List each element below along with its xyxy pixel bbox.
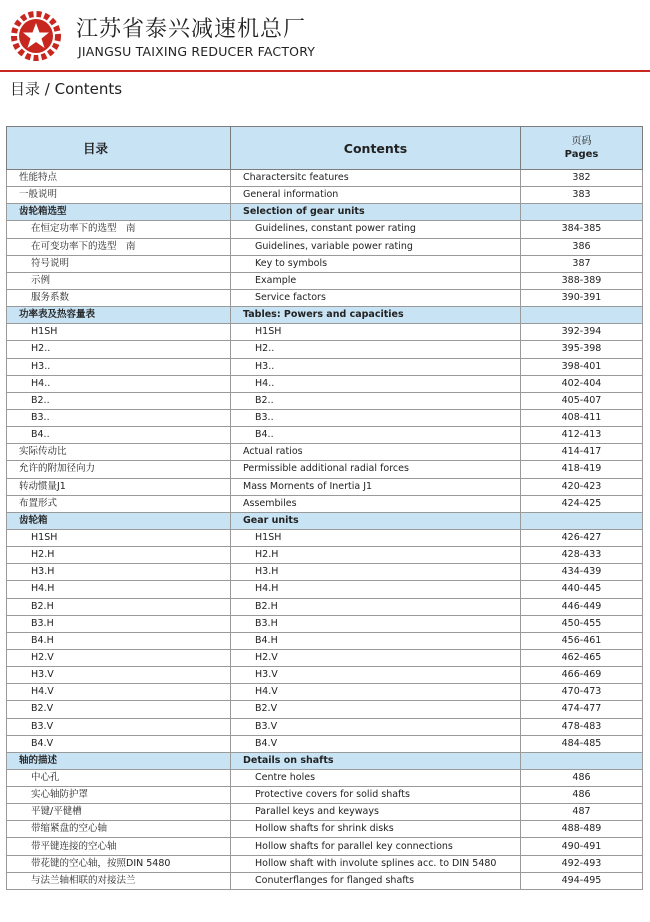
entry-en: Hollow shaft with involute splines acc. to DIN 5480 (231, 855, 521, 872)
entry-en: B4.. (231, 427, 521, 444)
entry-en: Centre holes (231, 769, 521, 786)
entry-pages: 388-389 (521, 272, 643, 289)
entry-cn: B4.. (7, 427, 231, 444)
entry-en: Protective covers for solid shafts (231, 787, 521, 804)
entry-en: B4.V (231, 735, 521, 752)
entry-en: Service factors (231, 289, 521, 306)
entry-pages: 395-398 (521, 341, 643, 358)
table-row (7, 598, 643, 615)
entry-pages: 414-417 (521, 444, 643, 461)
entry-en: B2.V (231, 701, 521, 718)
entry-en: Tables: Powers and capacities (231, 307, 521, 324)
entry-pages: 387 (521, 255, 643, 272)
entry-en: H1SH (231, 324, 521, 341)
table-row (7, 872, 643, 889)
entry-pages: 392-394 (521, 324, 643, 341)
table-row (7, 615, 643, 632)
entry-en: H3.H (231, 564, 521, 581)
entry-en: B2.H (231, 598, 521, 615)
entry-cn: 功率表及热容量表 (7, 307, 231, 324)
table-row (7, 221, 643, 238)
table-row (7, 838, 643, 855)
entry-en: B3.. (231, 409, 521, 426)
entry-pages: 487 (521, 804, 643, 821)
entry-en: H3.. (231, 358, 521, 375)
entry-cn: 中心孔 (7, 769, 231, 786)
table-row (7, 787, 643, 804)
table-body (7, 170, 643, 890)
entry-cn: 实际传动比 (7, 444, 231, 461)
table-row (7, 529, 643, 546)
table-row (7, 581, 643, 598)
table-row (7, 272, 643, 289)
entry-cn: 带缩紧盘的空心轴 (7, 821, 231, 838)
entry-cn: 符号说明 (7, 255, 231, 272)
entry-cn: H1SH (7, 529, 231, 546)
entry-cn: H4.H (7, 581, 231, 598)
entry-pages: 486 (521, 787, 643, 804)
entry-cn: B3.H (7, 615, 231, 632)
entry-en: Selection of gear units (231, 204, 521, 221)
entry-en: B4.H (231, 632, 521, 649)
entry-pages (521, 512, 643, 529)
entry-en: B2.. (231, 392, 521, 409)
table-row (7, 632, 643, 649)
entry-pages: 418-419 (521, 461, 643, 478)
table-row (7, 375, 643, 392)
entry-pages: 424-425 (521, 495, 643, 512)
table-row (7, 170, 643, 187)
entry-cn: 带平键连接的空心轴 (7, 838, 231, 855)
entry-pages: 494-495 (521, 872, 643, 889)
header-pages-en: Pages (564, 149, 599, 160)
table-row (7, 547, 643, 564)
entry-pages: 402-404 (521, 375, 643, 392)
table-row (7, 289, 643, 306)
table-row (7, 187, 643, 204)
entry-cn: H3.. (7, 358, 231, 375)
entry-pages: 486 (521, 769, 643, 786)
entry-pages: 484-485 (521, 735, 643, 752)
page-header (0, 0, 650, 72)
entry-pages: 420-423 (521, 478, 643, 495)
entry-cn: H4.. (7, 375, 231, 392)
entry-cn: B2.V (7, 701, 231, 718)
table-row (7, 718, 643, 735)
entry-cn: H2.H (7, 547, 231, 564)
entry-cn: 平键/平健槽 (7, 804, 231, 821)
entry-cn: B4.H (7, 632, 231, 649)
entry-pages: 470-473 (521, 684, 643, 701)
entry-cn: 布置形式 (7, 495, 231, 512)
entry-pages: 474-477 (521, 701, 643, 718)
entry-pages: 383 (521, 187, 643, 204)
table-row (7, 238, 643, 255)
entry-pages: 466-469 (521, 667, 643, 684)
entry-pages (521, 204, 643, 221)
entry-cn: B3.. (7, 409, 231, 426)
table-row (7, 358, 643, 375)
entry-en: Details on shafts (231, 752, 521, 769)
entry-en: Hollow shafts for parallel key connections (231, 838, 521, 855)
entry-pages: 446-449 (521, 598, 643, 615)
table-row (7, 821, 643, 838)
table-header-row (7, 127, 643, 170)
entry-cn: B2.. (7, 392, 231, 409)
entry-cn: H3.V (7, 667, 231, 684)
section-row (7, 512, 643, 529)
header-divider (0, 70, 650, 72)
header-pages (521, 127, 643, 170)
entry-cn: 性能特点 (7, 170, 231, 187)
entry-cn: 服务系数 (7, 289, 231, 306)
table-row (7, 649, 643, 666)
table-row (7, 855, 643, 872)
table-row (7, 444, 643, 461)
entry-pages: 408-411 (521, 409, 643, 426)
entry-en: Mass Mornents of Inertia J1 (231, 478, 521, 495)
entry-pages: 412-413 (521, 427, 643, 444)
section-row (7, 204, 643, 221)
table-row (7, 564, 643, 581)
table-row (7, 478, 643, 495)
entry-cn: 实心轴防护罩 (7, 787, 231, 804)
entry-en: Actual ratios (231, 444, 521, 461)
entry-en: H4.. (231, 375, 521, 392)
entry-en: General information (231, 187, 521, 204)
entry-cn: 转动惯量J1 (7, 478, 231, 495)
gear-star-logo-icon (10, 10, 62, 62)
table-row (7, 495, 643, 512)
entry-cn: H2.V (7, 649, 231, 666)
entry-en: Parallel keys and keyways (231, 804, 521, 821)
table-row (7, 684, 643, 701)
table-row (7, 701, 643, 718)
entry-pages: 492-493 (521, 855, 643, 872)
entry-en: Conuterflanges for flanged shafts (231, 872, 521, 889)
company-name-en: JIANGSU TAIXING REDUCER FACTORY (78, 44, 316, 59)
entry-en: H4.H (231, 581, 521, 598)
table-row (7, 341, 643, 358)
entry-en: Assembiles (231, 495, 521, 512)
header-cn: 目录 (7, 127, 231, 170)
entry-cn: B3.V (7, 718, 231, 735)
entry-en: H2.H (231, 547, 521, 564)
entry-cn: 齿轮箱 (7, 512, 231, 529)
entry-en: H4.V (231, 684, 521, 701)
table-row (7, 255, 643, 272)
section-row (7, 752, 643, 769)
entry-pages: 386 (521, 238, 643, 255)
entry-pages: 428-433 (521, 547, 643, 564)
entry-en: H2.. (231, 341, 521, 358)
entry-cn: 在恒定功率下的选型 南 (7, 221, 231, 238)
entry-cn: H2.. (7, 341, 231, 358)
table-row (7, 461, 643, 478)
entry-en: B3.H (231, 615, 521, 632)
entry-pages (521, 752, 643, 769)
entry-en: Permissible additional radial forces (231, 461, 521, 478)
entry-en: Gear units (231, 512, 521, 529)
entry-cn: H1SH (7, 324, 231, 341)
entry-pages: 488-489 (521, 821, 643, 838)
entry-cn: H3.H (7, 564, 231, 581)
table-row (7, 409, 643, 426)
table-row (7, 769, 643, 786)
table-row (7, 804, 643, 821)
entry-pages: 450-455 (521, 615, 643, 632)
entry-en: H2.V (231, 649, 521, 666)
entry-pages: 490-491 (521, 838, 643, 855)
entry-pages: 478-483 (521, 718, 643, 735)
entry-en: H1SH (231, 529, 521, 546)
entry-en: Example (231, 272, 521, 289)
table-row (7, 735, 643, 752)
company-name-cn: 江苏省泰兴减速机总厂 (76, 17, 307, 42)
header-en: Contents (231, 127, 521, 170)
entry-pages: 440-445 (521, 581, 643, 598)
entry-en: B3.V (231, 718, 521, 735)
entry-pages: 434-439 (521, 564, 643, 581)
entry-cn: H4.V (7, 684, 231, 701)
entry-en: Guidelines, variable power rating (231, 238, 521, 255)
table-row (7, 324, 643, 341)
entry-cn: 示例 (7, 272, 231, 289)
entry-cn: 允许的附加径向力 (7, 461, 231, 478)
entry-pages (521, 307, 643, 324)
contents-table (6, 126, 643, 890)
entry-en: H3.V (231, 667, 521, 684)
entry-cn: B2.H (7, 598, 231, 615)
entry-pages: 382 (521, 170, 643, 187)
entry-cn: B4.V (7, 735, 231, 752)
entry-cn: 在可变功率下的选型 南 (7, 238, 231, 255)
entry-cn: 带花键的空心轴，按照DIN 5480 (7, 855, 231, 872)
entry-pages: 462-465 (521, 649, 643, 666)
entry-pages: 426-427 (521, 529, 643, 546)
entry-cn: 齿轮箱选型 (7, 204, 231, 221)
section-title: 目录 / Contents (10, 80, 123, 98)
entry-pages: 398-401 (521, 358, 643, 375)
table-row (7, 667, 643, 684)
header-pages-cn: 页码 (571, 136, 592, 147)
section-row (7, 307, 643, 324)
table-row (7, 392, 643, 409)
entry-en: Hollow shafts for shrink disks (231, 821, 521, 838)
entry-cn: 与法兰轴相联的对接法兰 (7, 872, 231, 889)
entry-pages: 405-407 (521, 392, 643, 409)
entry-en: Charactersitc features (231, 170, 521, 187)
entry-en: Guidelines, constant power rating (231, 221, 521, 238)
entry-pages: 456-461 (521, 632, 643, 649)
entry-pages: 384-385 (521, 221, 643, 238)
entry-en: Key to symbols (231, 255, 521, 272)
entry-cn: 轴的描述 (7, 752, 231, 769)
table-row (7, 427, 643, 444)
entry-pages: 390-391 (521, 289, 643, 306)
entry-cn: 一般说明 (7, 187, 231, 204)
